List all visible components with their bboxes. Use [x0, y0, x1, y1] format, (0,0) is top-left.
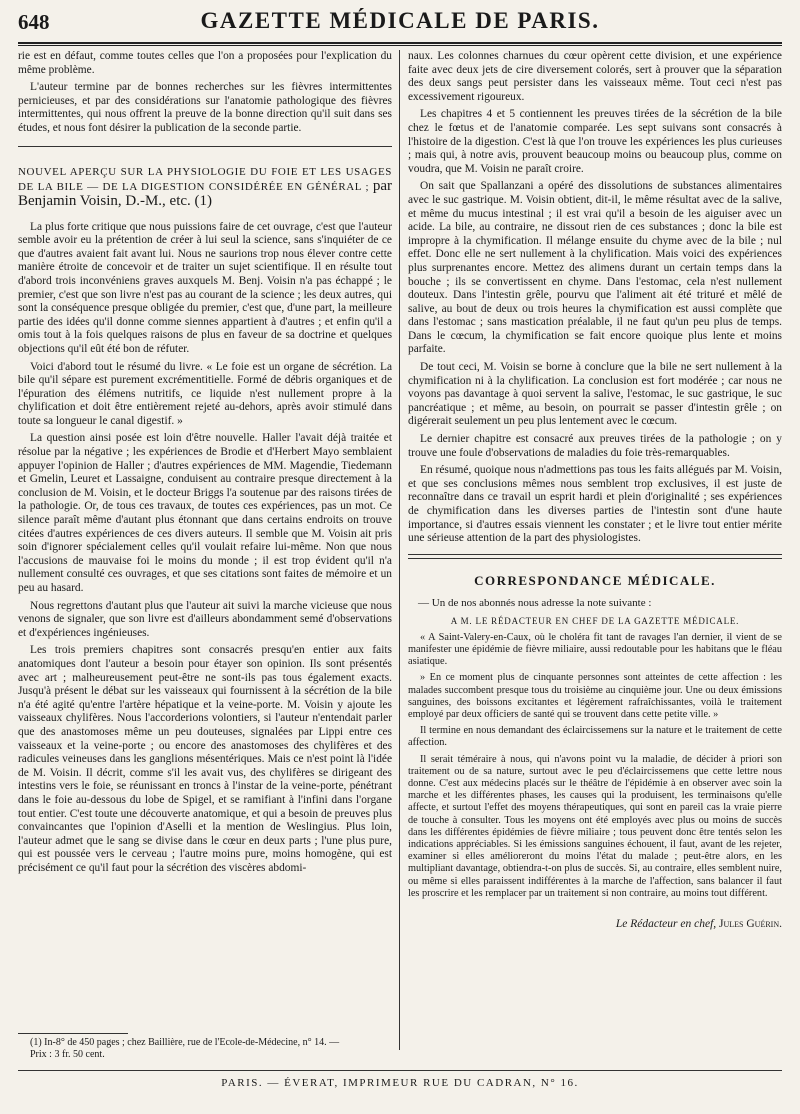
correspondence-body — [408, 632, 782, 900]
paragraph: L'auteur termine par de bonnes recherches sur les fièvres intermittentes pernicieuses, et par des considérations sur l'anatomie pathologique des fièvres intermittentes, qui nous offrent la preuve de la bonne direction qu'il suit dans ses études, et nous font désirer la publication de la seconde partie. — [18, 81, 392, 134]
page-header — [18, 8, 782, 38]
paragraph: La plus forte critique que nous puissions faire de cet ouvrage, c'est que l'auteur semble avoir eu la prétention de créer à lui seul la science, sans s'inquiéter de ce que d'autres avaient fait avant lui. Nous ne saurions trop nous élever contre cette manière étroite de concevoir et de traiter un sujet scientifique. Il en résulte tout d'abord trois inconvéniens graves auxquels M. Benj. Voisin n'a pas échappé ; le premier, c'est que son livre n'est pas au courant de la science ; les deux autres, qui sont la conséquence presque obligée du premier, c'est que, d'une part, la meilleure partie des idées qu'il donne comme siennes appartient à d'autres ; et enfin qu'il a omis tout à la fois quelques raisons de plus en faveur de sa doctrine et quelques objections qu'il eût été bon de réfuter. — [18, 220, 392, 355]
correspondence-intro: — Un de nos abonnés nous adresse la note suivante : — [418, 596, 652, 609]
paragraph: Le dernier chapitre est consacré aux preuves tirées de la pathologie ; on y trouve une foule d'observations de maladies du foie très-remarquables. — [408, 433, 782, 459]
correspondence-heading: CORRESPONDANCE MÉDICALE. — [474, 572, 716, 588]
paragraph: On sait que Spallanzani a opéré des dissolutions de substances alimentaires avec le suc gastrique. M. Voisin obtient, dit-il, le même résultat avec de la salive, et même du mucus intestinal ; il est vrai qu'il a besoin de les aiguiser avec un acide. La bile, au contraire, ne dissout rien de ces substances ; donc la bile est impropre à la chymification. Il mélange ensuite du chyme avec de la bile ; nul effet. Donc elle ne sert nullement à la chylification. Mais voici des expériences plus surprenantes encore. Mettez des alimens durant un certain temps dans la bouche ; ils se convertissent en chyme. Dans l'estomac, cela n'est nullement douteux. Dans l'intestin grêle, pourvu que l'aliment ait été trituré et mêlé de salive, au bout de deux ou trois heures la chymification est aussi complète que dans l'estomac ; sans mastication préalable, il ne faut qu'un peu plus de temps. Dans le cœcum, la chymification se fait encore quoique plus lente et moins parfaite. — [408, 180, 782, 356]
paragraph: rie est en défaut, comme toutes celles que l'on a proposées pour l'explication du même problème. — [18, 50, 392, 76]
footnote-line: Prix : 3 fr. 50 cent. — [30, 1049, 105, 1060]
section-divider-thin — [408, 558, 782, 559]
article-title-author: par Benjamin Voisin, D.-M., etc. (1) — [18, 177, 392, 209]
printer-imprint: PARIS. — ÉVERAT, IMPRIMEUR RUE DU CADRAN, N° 16. — [221, 1077, 579, 1089]
letter-paragraph: » En ce moment plus de cinquante personnes sont atteintes de cette affection : les malades succombent presque tous du troisième au cinquième jour. Une ou deux émissions sanguines, des boissons excitantes et légèrement rafraîchissantes, voilà le traitement employé par deux officiers de santé qui se trouvent dans cette petite ville. » — [408, 672, 782, 720]
header-rule — [18, 42, 782, 44]
correspondence-address: A M. LE RÉDACTEUR EN CHEF DE LA GAZETTE MÉDICALE. — [450, 615, 740, 626]
footer-rule — [18, 1070, 782, 1071]
paragraph: De tout ceci, M. Voisin se borne à conclure que la bile ne sert nullement à la chymification ni à la chylification. La conclusion est fort modérée ; car nous ne voyons pas davantage à quoi servent la salive, l'estomac, le suc gastrique, le suc pancréatique ; et même, au besoin, on pourrait se passer d'intestin grêle ; on digérerait seulement un peu plus lentement avec le cœcum. — [408, 361, 782, 428]
letter-paragraph: Il serait téméraire à nous, qui n'avons point vu la maladie, de décider à priori son traitement ou de sa nature, surtout avec le peu d'éclaircissemens que cette lettre nous donne. C'est aux médecins placés sur le théâtre de l'épidémie à en observer avec soin la marche et les différentes phases, les causes qui la produisent, les terminaisons qu'elle affecte, et surtout l'effet des moyens thérapeutiques, qui sont en pareil cas la vraie pierre de touche à consulter. Tous les moyens ont été employés avec plus ou moins de succès dans les différentes épidémies de fièvre miliaire ; tous peuvent donc être tentés selon les indications appréciables. Si les émissions sanguines échouent, il faut, avant de les rejeter, examiner si elles amélioreront du moins l'état du malade ; peut-être alors, en les multipliant davantage, obtiendra-t-on plus de succès. Si, au contraire, elles semblent nuire, ou même si elles paraissent indifférentes à la marche de l'affection, sans balancer il faut les proscrire et les remplacer par un traitement si non contraire, au moins tout différent. — [408, 753, 782, 899]
section-divider — [408, 554, 782, 555]
header-rule-thin — [18, 45, 782, 46]
letter-paragraph: « A Saint-Valery-en-Caux, où le choléra fit tant de ravages l'an dernier, il vient de se manifester une épidémie de fièvre miliaire, aussi redoutable pour les habitans que le fléau asiatique. — [408, 631, 782, 668]
footnote-line: (1) In-8° de 450 pages ; chez Baillière, rue de l'Ecole-de-Médecine, n° 14. — — [30, 1037, 340, 1048]
paragraph: naux. Les colonnes charnues du cœur opèrent cette division, et une expérience faite avec deux jets de cire diversement colorés, sert à prouver que la séparation des deux sangs peut persister dans les vaisseaux même. Tout ceci n'est pas excessivement rigoureux. — [408, 50, 782, 103]
article-title-subject: NOUVEL APERÇU SUR LA PHYSIOLOGIE DU FOIE ET LES USAGES DE LA BILE — DE LA DIGESTION CONSIDÉRÉE EN GÉNÉRAL ; — [18, 165, 392, 193]
signature-label: Le Rédacteur en chef, — [615, 918, 717, 931]
column-divider — [399, 50, 400, 1050]
article-title — [18, 165, 392, 209]
signature-name: Jules Guérin. — [719, 918, 782, 931]
paragraph: Nous regrettons d'autant plus que l'auteur ait suivi la marche vicieuse que nous venons de signaler, que son livre est d'ailleurs abondamment semé d'observations et d'expériences ingénieuses. — [18, 599, 392, 639]
footnote — [30, 1037, 390, 1061]
left-column — [18, 50, 392, 1060]
page-title: GAZETTE MÉDICALE DE PARIS. — [200, 8, 600, 33]
paragraph: En résumé, quoique nous n'admettions pas tous les faits allégués par M. Voisin, et que ses conclusions mêmes nous semblent trop exclusives, il est juste de reconnaître dans ce travail un esprit hardi et plein d'originalité ; ses expériences de chymification dans les diverses parties de l'intestin sont d'une haute importance, si d'autres essais viennent les constater ; et le livre tout entier mérite une sérieuse attention de la part des physiologistes. — [408, 464, 782, 545]
signature — [408, 918, 782, 930]
section-divider — [18, 146, 392, 147]
paragraph: Voici d'abord tout le résumé du livre. « Le foie est un organe de sécrétion. La bile qu'il sépare est purement excrémentitielle. Formé de débris organiques et de l'épuration des élémens nutritifs, ce liquide n'est nullement propre à la chylification et doit être entièrement rejeté au-dehors, après avoir stimulé dans toute sa longueur le canal digestif. » — [18, 360, 392, 427]
paragraph: Les trois premiers chapitres sont consacrés presqu'en entier aux faits anatomiques dont l'auteur a besoin pour étayer son opinion. Ils sont présentés avec art ; malheureusement peut-être ne sont-ils pas tous également exacts. Jusqu'à présent le débat sur les vaisseaux qui fournissent à la sécrétion de la bile n'a été agité qu'entre l'artère hépatique et la veine-porte. M. Voisin y ajoute les vaisseaux chylifères. Nous l'accorderions volontiers, si l'auteur n'entendait parler que des anastomoses même un peu douteuses, signalées par Lippi entre ces vaisseaux et la veine-porte ; ou encore des anastomoses des chylifères et des radicules veineuses dans les ganglions mésentériques. Mais ce n'est point là l'idée de M. Voisin. Il décrit, comme s'il les avait vus, des chylifères se dirigeant des intestins vers le foie, se réunissant en troncs à l'instar de la veine-porte, pénétrant dans le foie au-dessous du lobe de Spigel, et se ramifiant à l'infini dans l'organe tout entier. C'est toute une découverte anatomique, et qui a besoin de preuves plus convaincantes que l'opinion d'Aselli et la mention de Weslingius. Plus loin, l'auteur admet que le sang se divise dans le cœur en deux parts ; l'une plus pure, qui est poussée vers le cerveau ; l'autre moins pure, moins homogène, qui est précisément ce qu'il faut pour la sécrétion des viscères abdomi- — [18, 644, 392, 874]
letter-paragraph: Il termine en nous demandant des éclaircissemens sur la nature et le traitement de cette affection. — [408, 725, 782, 749]
paragraph: Les chapitres 4 et 5 contiennent les preuves tirées de la sécrétion de la bile chez le fœtus et de l'anatomie comparée. Les sept suivans sont consacrés à l'histoire de la digestion. C'est là que l'on trouve les expériences les plus curieuses ; mais qui, à notre avis, prouvent beaucoup moins ou beaucoup plus, comme on voudra, que M. Voisin ne paraît croire. — [408, 108, 782, 175]
footnote-rule — [18, 1033, 128, 1034]
page-number: 648 — [18, 10, 50, 34]
paragraph: La question ainsi posée est loin d'être nouvelle. Haller l'avait déjà traitée et résolue par la négative ; les expériences de Brodie et d'Herbert Mayo semblaient appuyer l'opinion de Haller ; d'autres expériences de MM. Magendie, Tiedemann et Gmelin, Leuret et Lassaigne, conduisent au contraire presque directement à la conclusion de M. Voisin, et le docteur Briggs l'a soutenue par des raisons tirées de la pathologie. Or, de tous ces travaux, de toutes ces expériences, pas un mot. Ce silence paraît même d'autant plus étonnant que dans certains endroits on trouve citées d'autres expériences de ces divers auteurs. Il semble que M. Voisin ait pris soin d'ignorer spécialement celles qu'il voulait refaire lui-même. Non que nous l'accusions de mauvaise foi le moins du monde ; il est trop évident qu'il n'a nullement consulté ces ouvrages, et que ses citations sont faites de mémoire et un peu au hasard. — [18, 432, 392, 594]
right-column — [408, 50, 782, 1060]
